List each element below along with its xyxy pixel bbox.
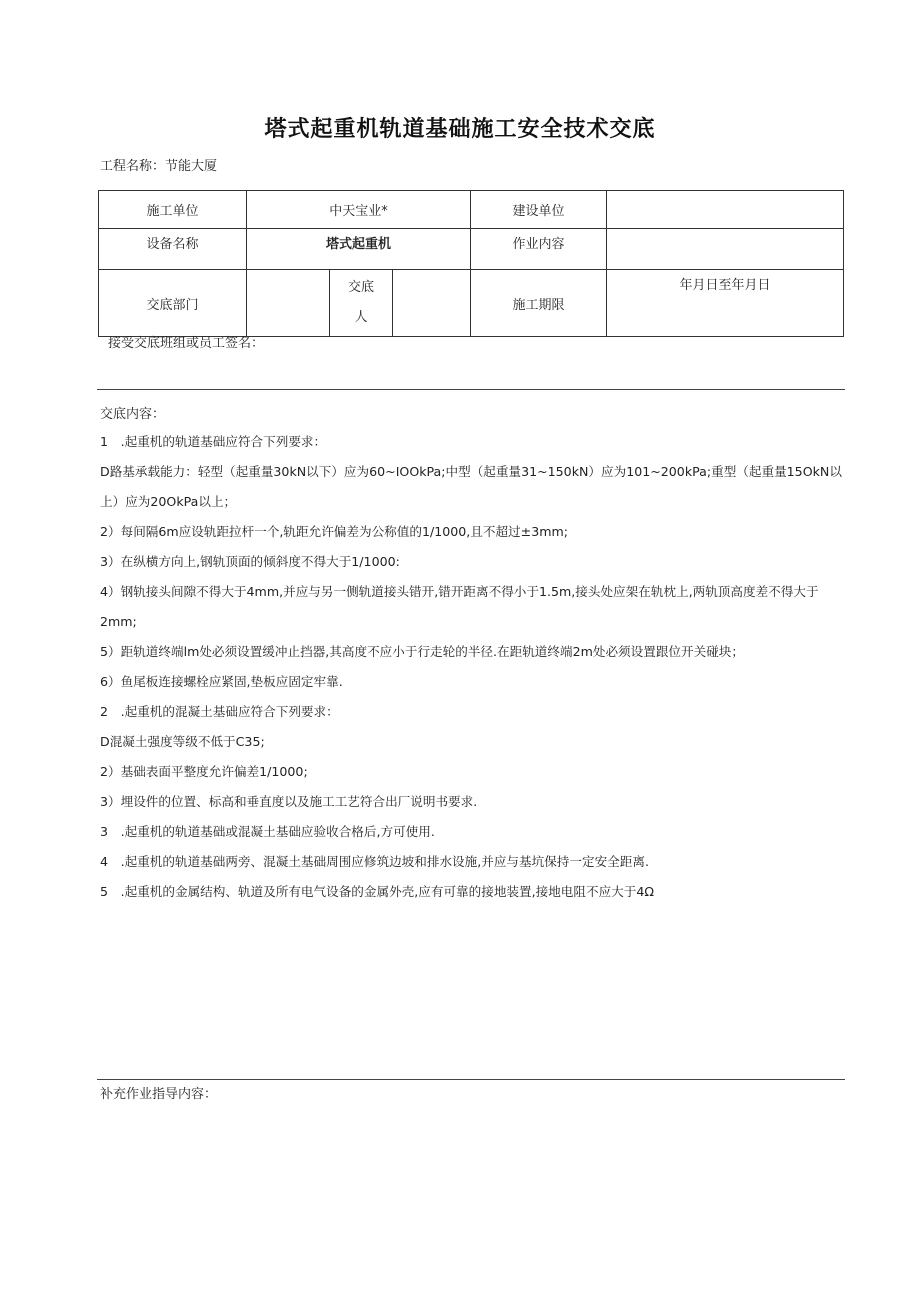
list-item: 4 .起重机的轨道基础两旁、混凝土基础周围应修筑边坡和排水设施,并应与基坑保持一定安全距离.	[100, 854, 649, 869]
briefing-person-label-line1: 交底	[347, 280, 374, 295]
list-item: 1 .起重机的轨道基础应符合下列要求：	[100, 434, 327, 449]
period-label: 施工期限	[471, 270, 607, 337]
list-item: 3）埋设件的位置、标高和垂直度以及施工工艺符合出厂说明书要求.	[100, 794, 478, 809]
list-item: D路基承载能力：轻型（起重量30kN以下）应为60~IOOkPa;中型（起重量31~150kN）应为101~200kPa;重型（起重量15OkN以上）应为20OkPa以上；	[100, 464, 842, 509]
work-content-label: 作业内容	[471, 229, 607, 270]
list-item: 2）每间隔6m应设轨距拉杆一个,轨距允许偏差为公称值的1/1000,且不超过±3mm;	[100, 524, 568, 539]
table-row	[99, 270, 844, 337]
period-value: 年月日至年月日	[607, 270, 844, 337]
work-content-value	[607, 229, 844, 270]
table-row	[99, 191, 844, 229]
project-name: 工程名称：节能大厦	[100, 159, 218, 174]
list-item: 2）基础表面平整度允许偏差1/1000;	[100, 764, 308, 779]
owner-unit-label: 建设单位	[471, 191, 607, 229]
document-title: 塔式起重机轨道基础施工安全技术交底	[264, 117, 656, 142]
equipment-value: 塔式起重机	[247, 229, 471, 270]
owner-unit-value	[607, 191, 844, 229]
department-label: 交底部门	[99, 270, 247, 337]
content-label: 交底内容：	[100, 407, 166, 422]
table-row	[99, 229, 844, 270]
list-item: 5）距轨道终端lm处必须设置缓冲止挡器,其高度不应小于行走轮的半径.在距轨道终端2m处必须设置跟位开关碰块；	[100, 644, 744, 659]
list-item: 3 .起重机的轨道基础或混凝土基础应验收合格后,方可使用.	[100, 824, 435, 839]
briefing-person-value	[393, 270, 471, 337]
list-item: 4）钢轨接头间隙不得大于4mm,并应与另一侧轨道接头错开,错开距离不得小于1.5m,接头处应架在轨枕上,两轨顶高度差不得大于2mm;	[100, 584, 819, 629]
list-item: 2 .起重机的混凝土基础应符合下列要求：	[100, 704, 339, 719]
briefing-person-label-line2: 人	[354, 310, 368, 325]
content-body	[100, 427, 845, 907]
list-item: 6）鱼尾板连接螺栓应紧固,垫板应固定牢靠.	[100, 674, 343, 689]
construction-unit-value: 中天宝业*	[247, 191, 471, 229]
info-table	[98, 190, 844, 337]
divider	[97, 389, 845, 390]
list-item: 5 .起重机的金属结构、轨道及所有电气设备的金属外壳,应有可靠的接地装置,接地电阻不应大于4Ω	[100, 884, 655, 899]
equipment-label: 设备名称	[99, 229, 247, 270]
divider	[97, 1079, 845, 1080]
signature-label: 接受交底班组或员工签名：	[108, 336, 265, 351]
list-item: D混凝土强度等级不低于C35;	[100, 734, 265, 749]
list-item: 3）在纵横方向上,钢轨顶面的倾斜度不得大于1/1000:	[100, 554, 400, 569]
briefing-person-label	[330, 270, 393, 337]
construction-unit-label: 施工单位	[99, 191, 247, 229]
supplement-label: 补充作业指导内容：	[100, 1087, 218, 1102]
department-value	[247, 270, 330, 337]
